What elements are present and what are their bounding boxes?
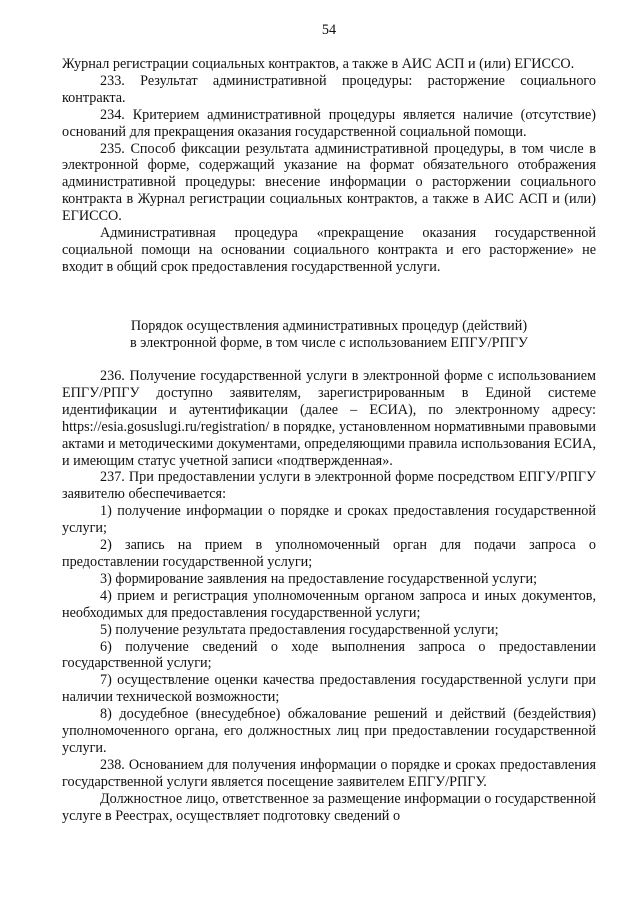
text-block-bottom bbox=[62, 368, 596, 824]
list-item-6: 6) получение сведений о ходе выполнения запроса о предоставлении государственной услуги; bbox=[62, 638, 596, 672]
list-item-3: 3) формирование заявления на предоставление государственной услуги; bbox=[100, 570, 538, 587]
paragraph-procedure-note: Административная процедура «прекращение оказания государственной социальной помощи на основании социального контракта и его расторжение» не входит в общий срок предоставления государственной услуги. bbox=[62, 225, 596, 275]
list-item-7: 7) осуществление оценки качества предоставления государственной услуги при наличии технической возможности; bbox=[62, 672, 596, 706]
paragraph-234: 234. Критерием административной процедуры является наличие (отсутствие) оснований для прекращения оказания государственной социальной помощи. bbox=[62, 106, 596, 140]
list-item-5: 5) получение результата предоставления государственной услуги; bbox=[100, 621, 499, 638]
page-number: 54 bbox=[321, 22, 337, 38]
paragraph-official-responsibility: Должностное лицо, ответственное за размещение информации о государственной услуге в Реестрах, осуществляет подготовку сведений о bbox=[62, 790, 596, 824]
paragraph-236: 236. Получение государственной услуги в электронной форме с использованием ЕПГУ/РПГУ доступно заявителям, зарегистрированным в Единой системе идентификации и аутентификации (далее – ЕСИА), по электронному адресу: https://esia.gosuslugi.ru/registration/ в порядке, установленном нормативными правовыми актами и методическими документами, определяющими правила использования ЕСИА, и имеющим статус учетной записи «подтвержденная». bbox=[62, 368, 596, 469]
list-item-4: 4) прием и регистрация уполномоченным органом запроса и иных документов, необходимых для предоставления государственной услуги; bbox=[62, 587, 596, 621]
list-item-8: 8) досудебное (внесудебное) обжалование решений и действий (бездействия) уполномоченного органа, его должностных лиц при предоставлении государственной услуги. bbox=[62, 706, 596, 756]
section-heading-line-1: Порядок осуществления административных процедур (действий) bbox=[130, 318, 528, 334]
section-heading bbox=[62, 318, 596, 352]
paragraph-233: 233. Результат административной процедуры: расторжение социального контракта. bbox=[62, 72, 596, 106]
list-item-2: 2) запись на прием в уполномоченный орган для подачи запроса о предоставлении государственной услуги; bbox=[62, 537, 596, 570]
section-heading-line-2: в электронной форме, в том числе с использованием ЕПГУ/РПГУ bbox=[130, 334, 528, 351]
list-item-1: 1) получение информации о порядке и сроках предоставления государственной услуги; bbox=[62, 503, 596, 537]
paragraph-235: 235. Способ фиксации результата административной процедуры, в том числе в электронной форме, содержащий указание на формат обязательного отображения административной процедуры: внесение информации о расторжении социального контракта в Журнал регистрации социальных контрактов, а также в АИС АСП и (или) ЕГИССО. bbox=[62, 140, 596, 225]
paragraph-continuation: Журнал регистрации социальных контрактов, а также в АИС АСП и (или) ЕГИССО. bbox=[62, 56, 575, 72]
paragraph-237: 237. При предоставлении услуги в электронной форме посредством ЕПГУ/РПГУ заявителю обеспечивается: bbox=[62, 469, 596, 503]
text-block-top bbox=[62, 56, 596, 276]
paragraph-238: 238. Основанием для получения информации о порядке и сроках предоставления государственной услуги является посещение заявителем ЕПГУ/РПГУ. bbox=[62, 756, 596, 790]
